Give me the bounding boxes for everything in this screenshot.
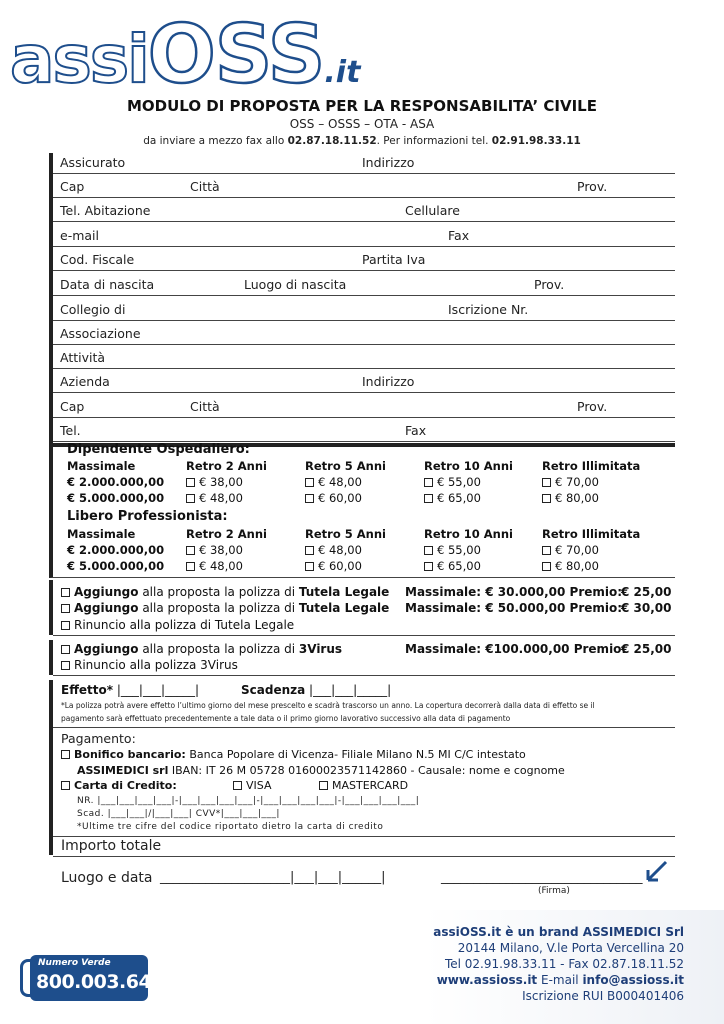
tutela-name: Tutela Legale [298, 585, 390, 599]
dip-massimale-1: € 2.000.000,00 [67, 475, 165, 489]
option-price: € 38,00 [199, 543, 243, 557]
row-line [53, 727, 675, 728]
checkbox[interactable] [233, 781, 242, 790]
field-prov[interactable]: Prov. [577, 179, 608, 194]
dip-header-massimale: Massimale [67, 459, 136, 473]
dip-option-1-10[interactable] [424, 475, 481, 489]
checkbox[interactable] [305, 562, 314, 571]
premio-text: € 30,00 [621, 601, 672, 615]
tutela-option-1[interactable] [61, 585, 389, 599]
checkbox[interactable] [61, 750, 70, 759]
logo-oss: OSS [147, 8, 325, 101]
footer-contacts [437, 973, 684, 987]
scadenza-date-field[interactable]: |___|___|_____| [309, 683, 392, 697]
row-line [53, 246, 675, 247]
effetto-row [61, 683, 199, 697]
lib-option-1-10[interactable] [424, 543, 481, 557]
checkbox[interactable] [61, 604, 70, 613]
footer-web[interactable]: www.assioss.it [436, 973, 538, 987]
rinuncio-text: Rinuncio alla polizza di Tutela Legale [74, 618, 295, 632]
firma-field[interactable]: _______________________________ [441, 870, 643, 885]
dipendente-title: Dipendente Ospedaliero: [67, 442, 250, 457]
field-citta[interactable]: Città [190, 179, 220, 194]
field-fax[interactable]: Fax [448, 228, 470, 243]
lib-option-2-10[interactable] [424, 559, 481, 573]
pagamento-title: Pagamento: [61, 731, 136, 746]
option-price: € 70,00 [555, 543, 599, 557]
dip-header-retro2: Retro 2 Anni [186, 459, 267, 473]
row-line [53, 295, 675, 296]
numero-verde-label: Numero Verde [38, 958, 111, 968]
virus-rinuncio[interactable] [61, 658, 238, 672]
checkbox[interactable] [424, 546, 433, 555]
option-price: € 60,00 [318, 491, 362, 505]
option-price: € 48,00 [318, 543, 362, 557]
field-cellulare[interactable]: Cellulare [405, 203, 460, 218]
checkbox[interactable] [542, 562, 551, 571]
tutela-name: Tutela Legale [298, 601, 390, 615]
tutela-option-2[interactable] [61, 601, 389, 615]
row-line [53, 675, 675, 676]
field-indirizzo-azienda[interactable]: Indirizzo [362, 374, 415, 389]
option-price: € 55,00 [437, 475, 481, 489]
checkbox[interactable] [424, 562, 433, 571]
checkbox[interactable] [186, 562, 195, 571]
effetto-label: Effetto* [61, 683, 114, 697]
row-line [53, 635, 675, 636]
option-price: € 65,00 [437, 559, 481, 573]
card-number-field[interactable]: NR. |___|___|___|___|-|___|___|___|___|-|___|___|___|___|-|___|___|___|___| [77, 796, 420, 806]
virus-premio [621, 642, 671, 656]
field-citta-azienda[interactable]: Città [190, 399, 220, 414]
field-iscrizione[interactable]: Iscrizione Nr. [448, 302, 529, 317]
section-bar-tutela [49, 580, 53, 635]
numero-verde-badge [20, 955, 164, 1001]
checkbox[interactable] [542, 494, 551, 503]
libero-title: Libero Professionista: [67, 509, 228, 524]
page-subtitle: OSS – OSSS – OTA - ASA [289, 117, 435, 131]
dip-header-retro5: Retro 5 Anni [305, 459, 386, 473]
importo-totale[interactable]: Importo totale [61, 838, 162, 854]
page-title: MODULO DI PROPOSTA PER LA RESPONSABILITA’ CIVILE [127, 97, 597, 115]
premio-text: € 25,00 [621, 585, 672, 599]
bonifico-option[interactable] [61, 748, 526, 761]
row-line [53, 836, 675, 837]
effetto-note-1: *La polizza potrà avere effetto l’ultimo giorno del mese prescelto e scadrà trascorso un anno. La copertura decorrerà dalla data di effetto se il [61, 701, 595, 710]
option-price: € 65,00 [437, 491, 481, 505]
carta-option[interactable] [61, 779, 177, 792]
checkbox[interactable] [61, 621, 70, 630]
iban-text: IBAN: IT 26 M 05728 01600023571142860 - Causale: nome e cognome [168, 764, 565, 777]
footer-email[interactable]: info@assioss.it [582, 973, 684, 987]
dip-option-2-2[interactable] [186, 491, 243, 505]
lib-option-1-5[interactable] [305, 543, 362, 557]
field-assicurato[interactable]: Assicurato [60, 155, 126, 170]
lib-option-1-ill[interactable] [542, 543, 599, 557]
option-price: € 48,00 [199, 559, 243, 573]
checkbox[interactable] [305, 478, 314, 487]
dip-option-2-10[interactable] [424, 491, 481, 505]
bonifico-label: Bonifico bancario: [74, 748, 186, 761]
field-email[interactable]: e-mail [60, 228, 99, 243]
checkbox[interactable] [542, 546, 551, 555]
footer-tel: Tel 02.91.98.33.11 - Fax 02.87.18.11.52 [444, 957, 684, 971]
aggiungo-label: Aggiungo [74, 601, 139, 615]
tutela-massimale-1 [405, 585, 622, 599]
field-azienda[interactable]: Azienda [60, 374, 110, 389]
virus-text: alla proposta la polizza di [138, 642, 299, 656]
send-middle: . Per informazioni tel. [376, 135, 492, 147]
dip-massimale-2: € 5.000.000,00 [67, 491, 165, 505]
footer-rui: Iscrizione RUI B000401406 [522, 989, 684, 1003]
tutela-rinuncio[interactable] [61, 618, 294, 632]
field-cod-fiscale[interactable]: Cod. Fiscale [60, 252, 135, 267]
tutela-premio-2 [621, 601, 671, 615]
card-expiry-field[interactable]: Scad. |___|___|/|___|___| CVV*|___|___|___| [77, 809, 280, 819]
field-cap[interactable]: Cap [60, 179, 85, 194]
row-line [53, 270, 675, 271]
effetto-date-field[interactable]: |___|___|_____| [116, 683, 200, 697]
visa-label: VISA [246, 779, 272, 792]
field-prov-azienda[interactable]: Prov. [577, 399, 608, 414]
mastercard-option[interactable] [319, 779, 408, 792]
lib-header-retro10: Retro 10 Anni [424, 527, 513, 541]
checkbox[interactable] [305, 494, 314, 503]
tutela-premio-1 [621, 585, 671, 599]
checkbox[interactable] [542, 478, 551, 487]
checkbox[interactable] [319, 781, 328, 790]
lib-massimale-2: € 5.000.000,00 [67, 559, 165, 573]
dip-option-1-ill[interactable] [542, 475, 599, 489]
tutela-text: alla proposta la polizza di [138, 601, 299, 615]
footer-email-prefix: E-mail [537, 973, 583, 987]
option-price: € 70,00 [555, 475, 599, 489]
row-line [53, 344, 675, 345]
option-price: € 48,00 [199, 491, 243, 505]
row-line [53, 417, 675, 418]
tutela-massimale-2 [405, 601, 622, 615]
dip-header-retro10: Retro 10 Anni [424, 459, 513, 473]
send-prefix: da inviare a mezzo fax allo [143, 135, 288, 147]
massimale-text: Massimale: € 50.000,00 Premio: [405, 601, 623, 615]
option-price: € 38,00 [199, 475, 243, 489]
virus-option[interactable] [61, 642, 342, 656]
lib-option-1-2[interactable] [186, 543, 243, 557]
row-line [53, 221, 675, 222]
checkbox[interactable] [61, 588, 70, 597]
scadenza-label: Scadenza [241, 683, 306, 697]
arrow-down-left-icon [644, 860, 668, 884]
field-luogo-nascita[interactable]: Luogo di nascita [244, 277, 347, 292]
section-bar-personal [49, 153, 53, 298]
field-partita-iva[interactable]: Partita Iva [362, 252, 426, 267]
checkbox[interactable] [424, 478, 433, 487]
option-price: € 60,00 [318, 559, 362, 573]
carta-label: Carta di Credito: [74, 779, 177, 792]
aggiungo-label: Aggiungo [74, 642, 139, 656]
row-line [53, 320, 675, 321]
lib-option-2-5[interactable] [305, 559, 362, 573]
lib-option-2-2[interactable] [186, 559, 243, 573]
option-price: € 55,00 [437, 543, 481, 557]
lib-header-retro2: Retro 2 Anni [186, 527, 267, 541]
massimale-text: Massimale: €100.000,00 Premio: [405, 642, 627, 656]
checkbox[interactable] [186, 478, 195, 487]
option-price: € 80,00 [555, 491, 599, 505]
numero-verde-number: 800.003.640 [36, 971, 164, 993]
lib-option-2-ill[interactable] [542, 559, 599, 573]
section-bar-effetto [49, 680, 53, 730]
row-line [53, 856, 675, 857]
lib-massimale-1: € 2.000.000,00 [67, 543, 165, 557]
field-tel-abitazione[interactable]: Tel. Abitazione [60, 203, 151, 218]
row-line [53, 368, 675, 369]
field-fax-azienda[interactable]: Fax [405, 423, 427, 438]
checkbox[interactable] [305, 546, 314, 555]
dip-option-2-ill[interactable] [542, 491, 599, 505]
row-line [53, 197, 675, 198]
bonifico-text: Banca Popolare di Vicenza- Filiale Milano N.5 MI C/C intestato [185, 748, 526, 761]
lib-header-massimale: Massimale [67, 527, 136, 541]
dip-option-2-5[interactable] [305, 491, 362, 505]
field-collegio[interactable]: Collegio di [60, 302, 126, 317]
field-prov-nascita[interactable]: Prov. [534, 277, 565, 292]
field-attivita[interactable]: Attività [60, 350, 106, 365]
checkbox[interactable] [186, 494, 195, 503]
field-indirizzo[interactable]: Indirizzo [362, 155, 415, 170]
mastercard-label: MASTERCARD [332, 779, 409, 792]
checkbox[interactable] [186, 546, 195, 555]
checkbox[interactable] [61, 645, 70, 654]
dip-option-1-5[interactable] [305, 475, 362, 489]
send-tel: 02.91.98.33.11 [491, 135, 581, 147]
logo-it: .it [324, 55, 361, 90]
option-price: € 80,00 [555, 559, 599, 573]
dip-option-1-2[interactable] [186, 475, 243, 489]
rinuncio-text: Rinuncio alla polizza 3Virus [74, 658, 238, 672]
visa-option[interactable] [233, 779, 271, 792]
aggiungo-label: Aggiungo [74, 585, 139, 599]
checkbox[interactable] [424, 494, 433, 503]
send-fax: 02.87.18.11.52 [287, 135, 377, 147]
assimedici-name: ASSIMEDICI srl [77, 764, 169, 777]
send-info [0, 135, 724, 147]
lib-header-illimitata: Retro Illimitata [542, 527, 641, 541]
cvv-note: *Ultime tre cifre del codice riportato dietro la carta di credito [77, 822, 384, 832]
logo-assi: assi [10, 21, 148, 98]
firma-label: (Firma) [538, 886, 570, 896]
section-bar-virus [49, 640, 53, 675]
iban-row [77, 764, 565, 777]
field-tel-azienda[interactable]: Tel. [60, 423, 81, 438]
dip-header-illimitata: Retro Illimitata [542, 459, 641, 473]
massimale-text: Massimale: € 30.000,00 Premio: [405, 585, 623, 599]
premio-text: € 25,00 [621, 642, 672, 656]
luogo-data-label: Luogo e data [61, 870, 153, 886]
field-associazione[interactable]: Associazione [60, 326, 141, 341]
virus-name: 3Virus [298, 642, 343, 656]
footer-brand: assiOSS.it è un brand ASSIMEDICI Srl [433, 925, 684, 939]
option-price: € 48,00 [318, 475, 362, 489]
lib-header-retro5: Retro 5 Anni [305, 527, 386, 541]
assioss-logo [10, 8, 360, 101]
scadenza-row [241, 683, 391, 697]
field-cap-azienda[interactable]: Cap [60, 399, 85, 414]
luogo-data-field[interactable]: ____________________|___|___|______| [160, 870, 386, 885]
tutela-text: alla proposta la polizza di [138, 585, 299, 599]
field-data-nascita[interactable]: Data di nascita [60, 277, 155, 292]
checkbox[interactable] [61, 661, 70, 670]
row-line [53, 173, 675, 174]
effetto-note-2: pagamento sarà effettuato precedentemente a tale data o il primo giorno lavorativo successivo alla data di pagamento [61, 714, 511, 723]
virus-massimale [405, 642, 626, 656]
footer-address: 20144 Milano, V.le Porta Vercellina 20 [457, 941, 684, 955]
checkbox[interactable] [61, 781, 70, 790]
row-line [53, 392, 675, 393]
